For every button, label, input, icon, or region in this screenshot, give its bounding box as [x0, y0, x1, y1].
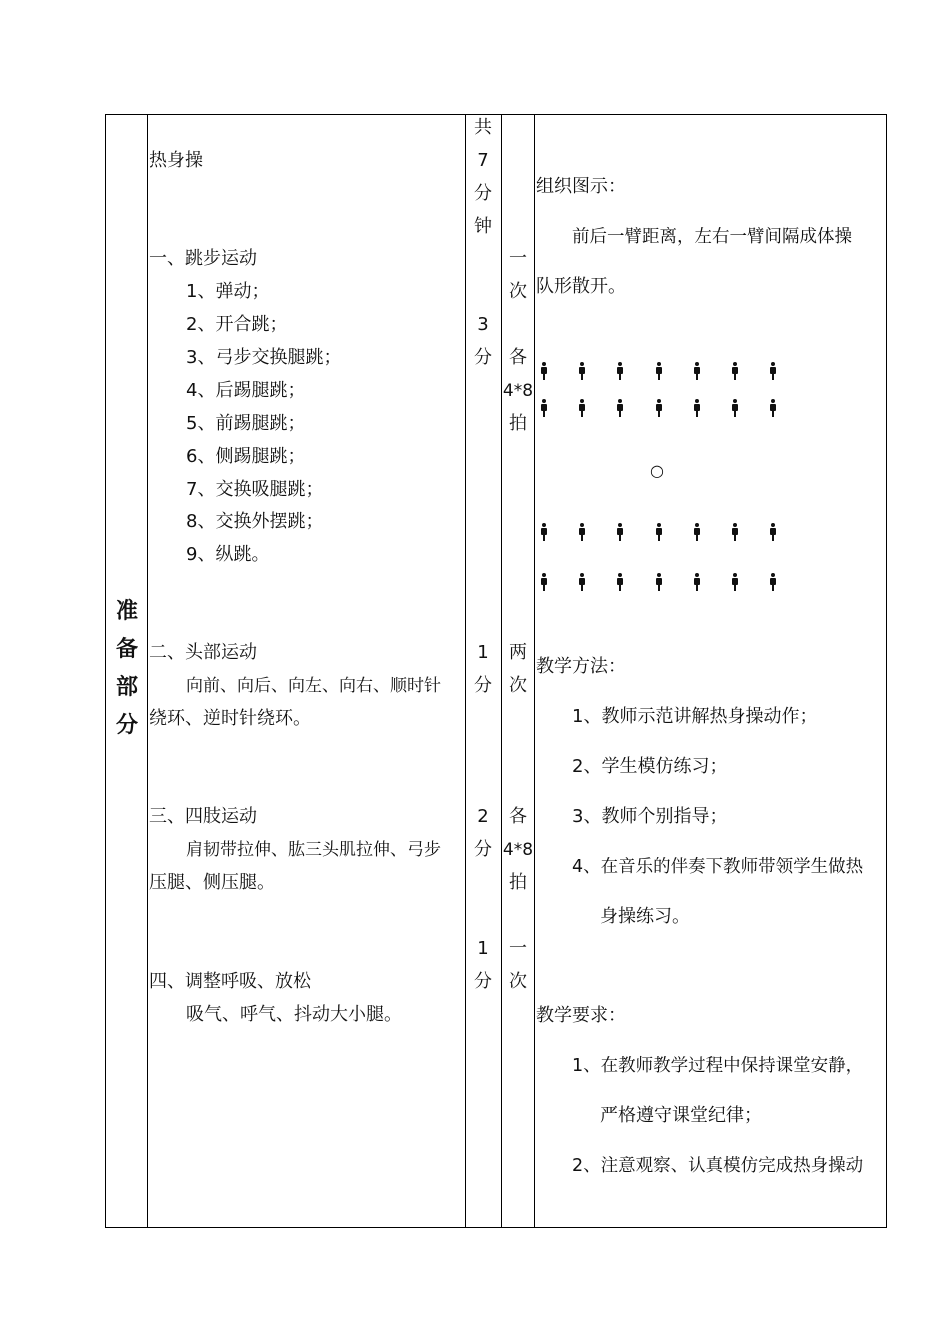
time-total: 7	[477, 150, 489, 171]
student-icon	[654, 362, 664, 380]
student-icon	[615, 523, 625, 541]
time-total: 钟	[474, 216, 492, 237]
student-icon	[577, 399, 587, 417]
organization-line: 队形散开。	[536, 276, 626, 297]
reps-text: 次	[509, 971, 527, 992]
time-total: 分	[474, 183, 492, 204]
column-divider	[465, 114, 466, 1228]
student-icon	[539, 523, 549, 541]
student-icon	[615, 399, 625, 417]
part1-heading: 一、跳步运动	[149, 248, 257, 269]
requirements-item-cont: 严格遵守课堂纪律；	[600, 1105, 762, 1126]
time-unit: 分	[474, 347, 492, 368]
part1-item: 9、纵跳。	[186, 544, 270, 565]
part1-item: 6、侧踢腿跳；	[186, 446, 306, 467]
part3-heading: 三、四肢运动	[149, 806, 257, 827]
student-icon	[577, 573, 587, 591]
student-icon	[768, 362, 778, 380]
reps-text: 4*8	[502, 840, 534, 860]
reps-text: 两	[509, 642, 527, 663]
part1-item: 1、弹动；	[186, 281, 270, 302]
methods-item: 1、教师示范讲解热身操动作；	[572, 706, 818, 727]
time-unit: 分	[474, 839, 492, 860]
part3-line: 肩韧带拉伸、肱三头肌拉伸、弓步	[186, 840, 441, 860]
student-icon	[692, 573, 702, 591]
reps-text: 各	[509, 347, 527, 368]
methods-heading: 教学方法：	[536, 656, 626, 677]
student-icon	[539, 362, 549, 380]
student-icon	[615, 362, 625, 380]
time-value: 1	[477, 642, 489, 663]
requirements-heading: 教学要求：	[536, 1005, 626, 1026]
student-icon	[615, 573, 625, 591]
teacher-marker: ○	[650, 461, 664, 480]
student-icon	[654, 399, 664, 417]
part2-heading: 二、头部运动	[149, 642, 257, 663]
reps-text: 各	[509, 806, 527, 827]
organization-line: 前后一臂距离，左右一臂间隔成体操	[572, 227, 852, 247]
section-label-char: 部	[115, 675, 138, 700]
part4-line: 吸气、呼气、抖动大小腿。	[186, 1004, 402, 1025]
reps-text: 一	[509, 248, 527, 269]
content-title: 热身操	[149, 150, 203, 171]
student-icon	[730, 573, 740, 591]
section-label-char: 准	[115, 599, 138, 624]
time-value: 3	[477, 314, 489, 335]
part4-heading: 四、调整呼吸、放松	[149, 971, 311, 992]
section-label-char: 备	[115, 637, 138, 662]
requirements-item: 1、在教师教学过程中保持课堂安静，	[572, 1056, 864, 1076]
reps-text: 一	[509, 938, 527, 959]
part1-item: 5、前踢腿跳；	[186, 413, 306, 434]
methods-item: 3、教师个别指导；	[572, 806, 728, 827]
reps-text: 4*8	[502, 381, 534, 401]
student-icon	[730, 362, 740, 380]
reps-text: 次	[509, 281, 527, 302]
time-value: 1	[477, 938, 489, 959]
column-divider	[147, 114, 148, 1228]
reps-text: 拍	[509, 872, 527, 893]
time-value: 2	[477, 806, 489, 827]
part1-item: 2、开合跳；	[186, 314, 288, 335]
reps-text: 拍	[509, 413, 527, 434]
part1-item: 7、交换吸腿跳；	[186, 479, 324, 500]
student-icon	[692, 362, 702, 380]
student-icon	[539, 399, 549, 417]
student-icon	[654, 573, 664, 591]
student-icon	[577, 362, 587, 380]
part2-line: 绕环、逆时针绕环。	[149, 708, 311, 729]
student-icon	[768, 523, 778, 541]
methods-item: 2、学生模仿练习；	[572, 756, 728, 777]
part2-line: 向前、向后、向左、向右、顺时针	[186, 676, 441, 696]
student-icon	[577, 523, 587, 541]
time-unit: 分	[474, 675, 492, 696]
part1-item: 3、弓步交换腿跳；	[186, 347, 342, 368]
student-icon	[654, 523, 664, 541]
student-icon	[730, 399, 740, 417]
student-icon	[768, 573, 778, 591]
student-icon	[692, 399, 702, 417]
reps-text: 次	[509, 675, 527, 696]
part3-line: 压腿、侧压腿。	[149, 872, 275, 893]
time-unit: 分	[474, 971, 492, 992]
methods-item: 4、在音乐的伴奏下教师带领学生做热	[572, 857, 864, 877]
student-icon	[539, 573, 549, 591]
requirements-item: 2、注意观察、认真模仿完成热身操动	[572, 1156, 864, 1176]
student-icon	[692, 523, 702, 541]
time-total: 共	[474, 117, 492, 138]
section-label-char: 分	[115, 713, 138, 738]
student-icon	[730, 523, 740, 541]
methods-item-cont: 身操练习。	[600, 906, 690, 927]
student-icon	[768, 399, 778, 417]
part1-item: 8、交换外摆跳；	[186, 511, 324, 532]
part1-item: 4、后踢腿跳；	[186, 380, 306, 401]
organization-heading: 组织图示：	[536, 176, 626, 197]
